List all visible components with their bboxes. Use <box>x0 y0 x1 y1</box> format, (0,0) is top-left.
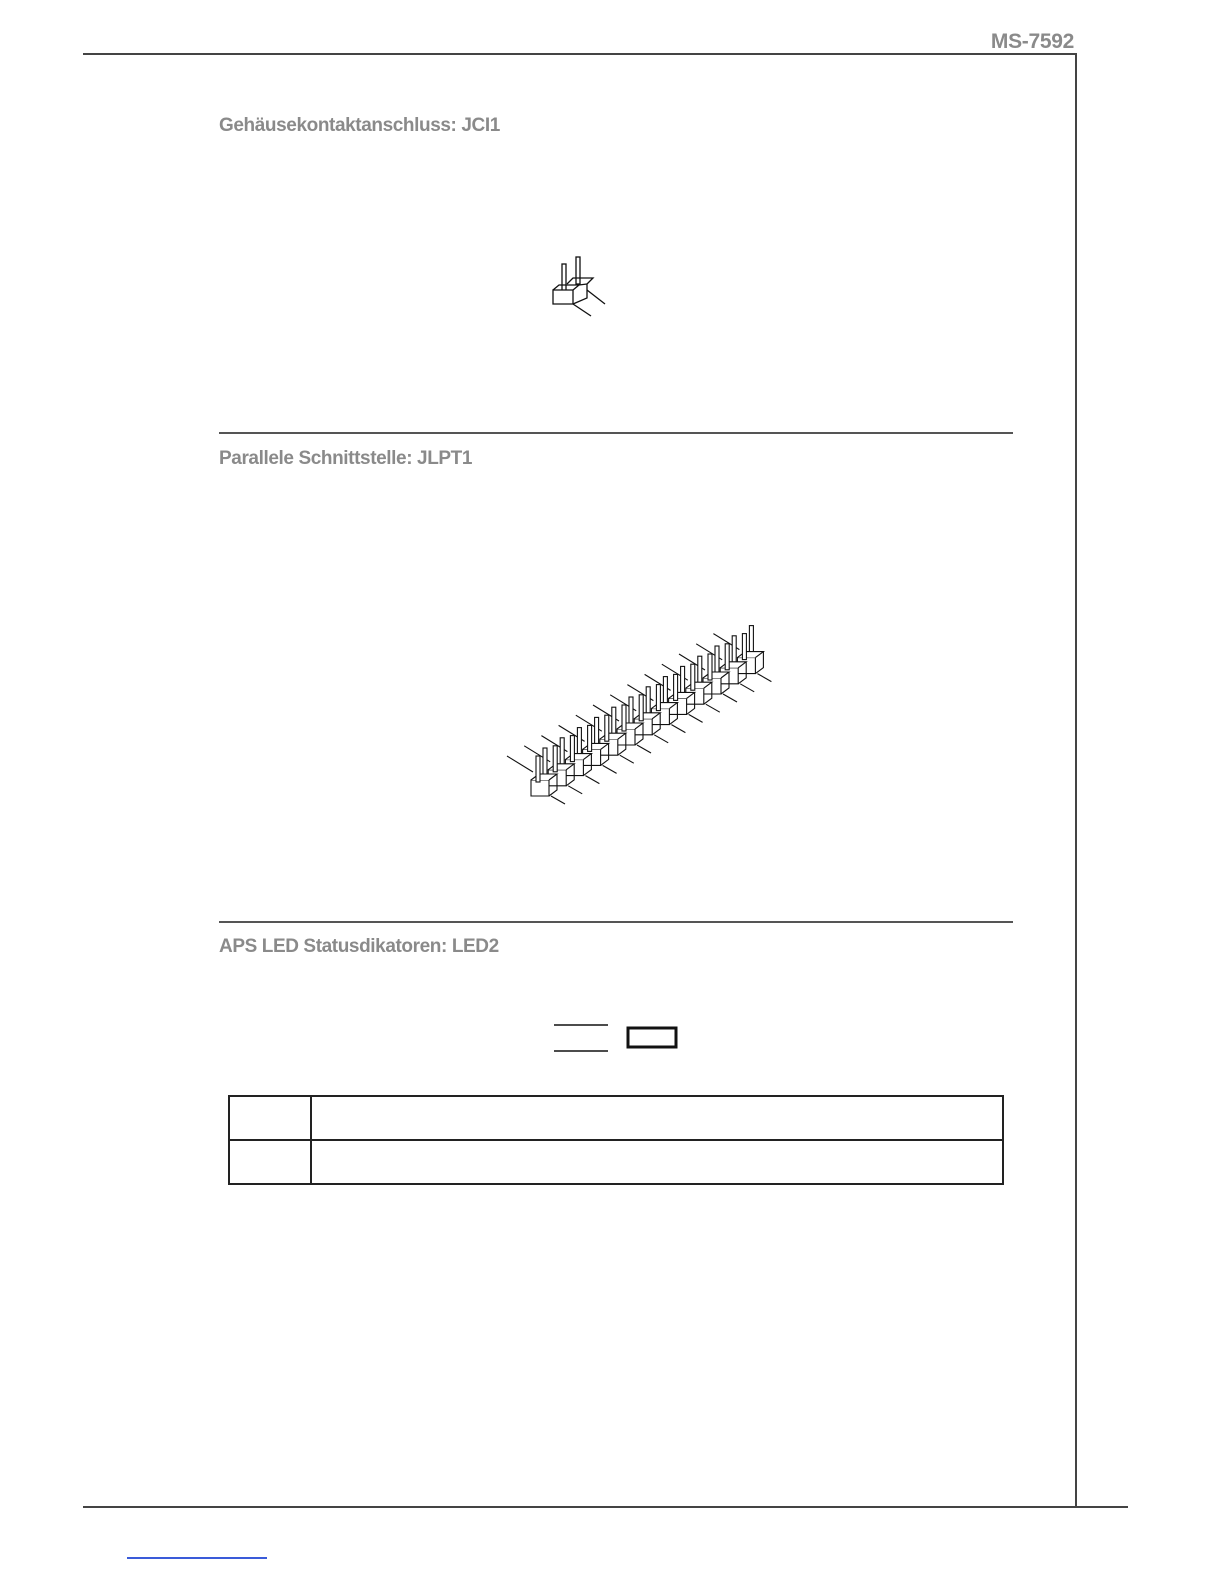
jlpt1-connector-diagram <box>495 640 785 820</box>
table-cell <box>229 1140 311 1184</box>
footer-rule <box>83 1506 1128 1508</box>
table-cell <box>311 1096 1003 1140</box>
page-border-right <box>1075 53 1077 1508</box>
section-divider-2 <box>219 921 1013 923</box>
section-title-jci1: Gehäusekontaktanschluss: JCI1 <box>219 115 500 136</box>
section-divider-1 <box>219 432 1013 434</box>
table-row <box>229 1140 1003 1184</box>
table-row <box>229 1096 1003 1140</box>
led2-diagram <box>550 1018 690 1058</box>
footer-link-underline <box>127 1557 267 1559</box>
model-number: MS-7592 <box>990 30 1074 53</box>
section-title-led2: APS LED Statusdikatoren: LED2 <box>219 936 499 957</box>
jci1-connector-diagram <box>545 252 625 322</box>
section-title-jlpt1: Parallele Schnittstelle: JLPT1 <box>219 448 473 469</box>
table-cell <box>229 1096 311 1140</box>
header-rule <box>83 53 1077 55</box>
led-status-table <box>228 1095 1004 1185</box>
table-cell <box>311 1140 1003 1184</box>
